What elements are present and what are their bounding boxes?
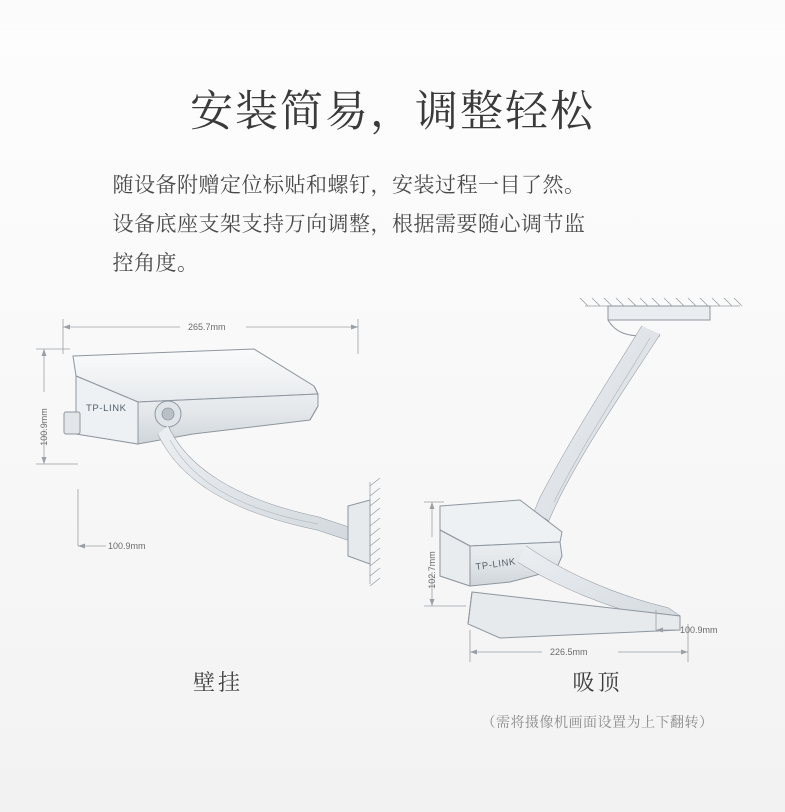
description-block bbox=[113, 167, 673, 284]
page-title: 安装简易，调整轻松 bbox=[190, 87, 595, 136]
wall-mount-drawing bbox=[18, 294, 418, 714]
dimension-base-label: 100.9mm bbox=[108, 540, 146, 551]
ceiling-arm-edge-right bbox=[546, 334, 660, 526]
ceiling-surface bbox=[580, 298, 742, 306]
dimension-width-label: 265.7mm bbox=[188, 321, 226, 332]
product-feature-page bbox=[0, 29, 785, 812]
diagram-section bbox=[0, 294, 785, 730]
ceiling-dimension-width-label: 226.5mm bbox=[550, 646, 588, 657]
arm-fill bbox=[158, 426, 348, 540]
ceiling-mount-diagram bbox=[410, 294, 785, 730]
ceiling-mount-caption: 吸顶 bbox=[572, 669, 623, 695]
dimension-height-label: 100.9mm bbox=[39, 407, 49, 446]
wall-mount-caption: 壁挂 bbox=[192, 669, 243, 695]
ceiling-brand-label: TP-LINK bbox=[474, 556, 517, 573]
dimension-base-leader bbox=[78, 489, 106, 549]
wall-mount-diagram bbox=[18, 294, 418, 714]
wall-bracket bbox=[348, 500, 370, 564]
brand-label: TP-LINK bbox=[86, 402, 127, 414]
ceiling-bracket bbox=[608, 306, 710, 320]
ceiling-arm-fill bbox=[530, 326, 660, 526]
description-line-3: 控角度。 bbox=[112, 251, 199, 275]
ceiling-dimension-base-label: 100.9mm bbox=[680, 624, 718, 635]
camera-pivot-screw bbox=[162, 408, 174, 420]
ceiling-base-plate bbox=[468, 592, 680, 638]
ceiling-mount-drawing bbox=[410, 294, 785, 714]
ceiling-mount-footnote: （需将摄像机画面设置为上下翻转） bbox=[481, 713, 714, 730]
wall-surface bbox=[370, 478, 380, 586]
camera-connector bbox=[64, 412, 80, 434]
description-line-1: 随设备附赠定位标贴和螺钉，安装过程一目了然。 bbox=[112, 174, 586, 198]
ceiling-dimension-height-label: 102.7mm bbox=[427, 550, 437, 589]
description-line-2: 设备底座支架支持万向调整，根据需要随心调节监 bbox=[112, 213, 586, 237]
